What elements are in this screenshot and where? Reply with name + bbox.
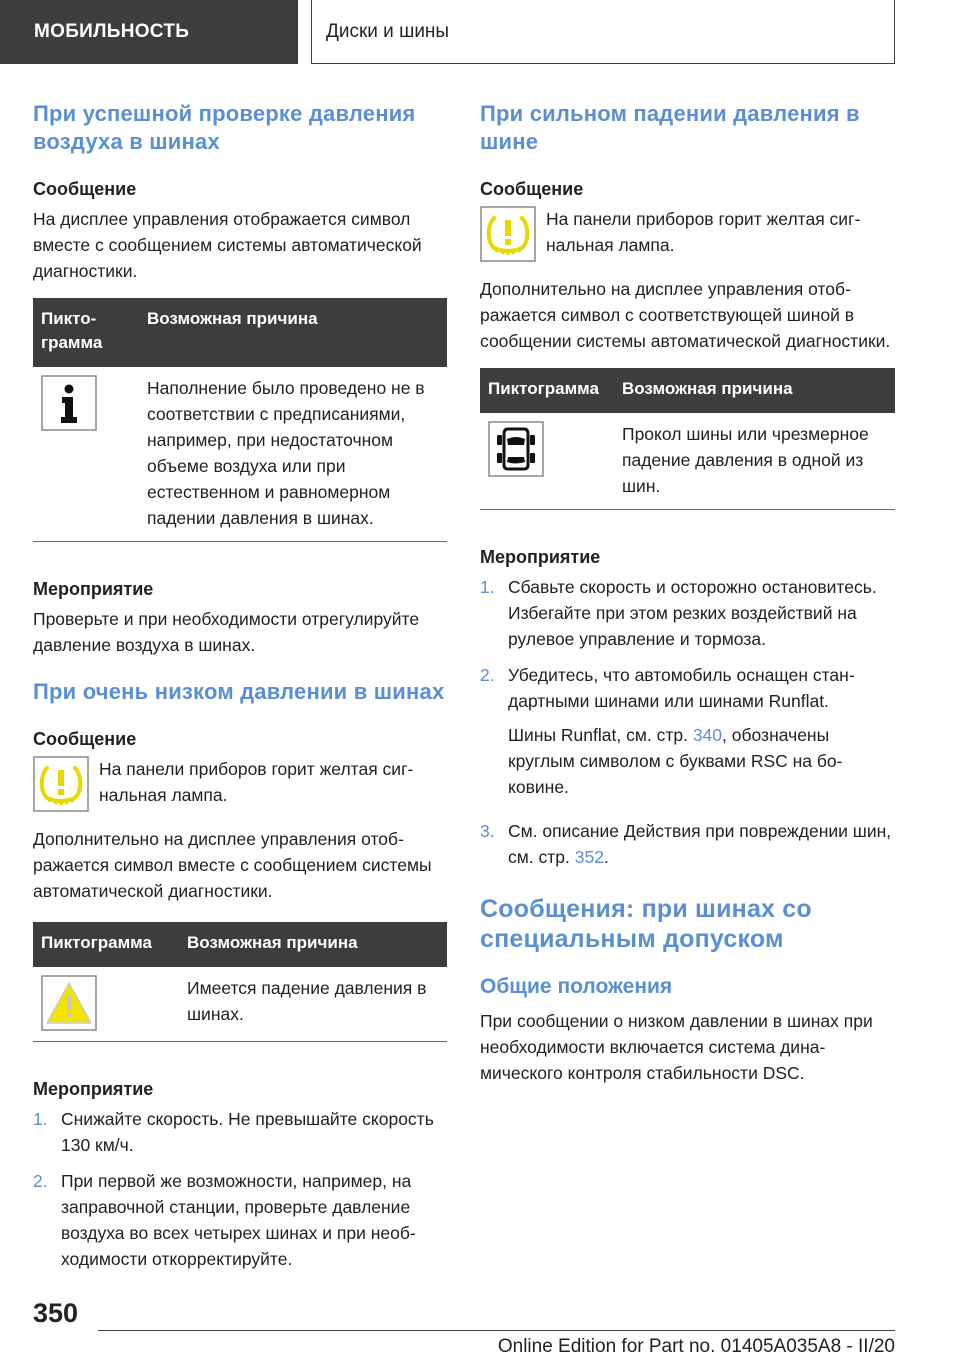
list-item: [33, 1106, 447, 1158]
action-label: Мероприятие: [33, 1079, 154, 1099]
table-cell-cause: Прокол шины или чрезмерное падение давления в одной из шин.: [614, 413, 895, 510]
step-text: Убедитесь, что автомобиль оснащен стандартными шинами или шинами Runflat.: [508, 665, 855, 711]
action-steps: [480, 574, 895, 870]
info-icon: [41, 375, 131, 431]
page-link-340[interactable]: 340: [692, 725, 723, 745]
table-header-cause: Возможная причина: [139, 298, 447, 367]
lamp-row: [480, 206, 895, 262]
section-tab: [0, 0, 298, 64]
step-body: [508, 662, 895, 808]
list-item: [33, 1168, 447, 1272]
page-number: 350: [33, 1298, 79, 1328]
table-cell-cause: Имеется падение давления в шинах.: [179, 967, 447, 1042]
table-header-cause: Возможная причина: [614, 368, 895, 413]
subheading-general: Общие положения: [480, 975, 673, 998]
general-text: При сообщении о низком давлении в шинах при необходимости включается система динамического контроля стабильности DSC.: [480, 1011, 873, 1083]
section-heading-special-tires: Сообщения: при шинах со специальным допуском: [480, 895, 812, 953]
step-number: 1.: [480, 577, 495, 597]
table-row: [480, 413, 895, 510]
step-note: [508, 722, 895, 800]
warning-triangle-icon: [41, 975, 171, 1031]
lamp-text: На панели приборов горит желтая сигнальная лампа.: [546, 209, 861, 255]
step-text: При первой же возможности, например, на заправочной станции, проверьте давление воздуха во всех четырех шинах и при необходимости откорректируйте.: [61, 1171, 416, 1269]
step-number: 2.: [33, 1171, 48, 1191]
action-steps: [33, 1106, 447, 1272]
message-label: Сообщение: [33, 179, 137, 199]
action-label: Мероприятие: [480, 547, 601, 567]
extra-text: Дополнительно на дисплее управления отображается символ с соответствующей шиной в сообщении системы автоматической диагностики.: [480, 279, 891, 351]
message-label: Сообщение: [33, 729, 137, 749]
chapter-tab: [311, 0, 895, 64]
section-heading-success: При успешной проверке давления воздуха в шинах: [33, 101, 416, 154]
step-number: 2.: [480, 665, 495, 685]
step-number: 3.: [480, 821, 495, 841]
table-row: [33, 367, 447, 542]
extra-text: Дополнительно на дисплее управления отображается символ вместе с сообщением системы автоматической диагностики.: [33, 829, 432, 901]
page-link-352[interactable]: 352: [574, 847, 604, 867]
step-text: Сбавьте скорость и осторожно остановитесь. Избегайте при этом резких воздействий на рулевое управление и тормоза.: [508, 577, 877, 649]
cause-table-success: [33, 298, 447, 542]
table-row: [33, 967, 447, 1042]
tire-pressure-warning-icon: [33, 756, 89, 812]
section-title: МОБИЛЬНОСТЬ: [34, 21, 190, 42]
left-column: [33, 100, 447, 1288]
note-suffix: , обозначены круглым символом с буквами RSC на боковине.: [508, 725, 843, 797]
section-heading-strong-drop: При сильном падении давления в шине: [480, 101, 860, 154]
step-suffix: .: [603, 847, 609, 867]
table-cell-cause: Наполнение было проведено не в соответствии с предписаниями, например, при недостаточном объеме воздуха или при естественном и равномерном падении давления в шинах.: [139, 367, 447, 542]
lamp-text: На панели приборов горит желтая сигнальная лампа.: [99, 759, 414, 805]
step-prefix: См. описание Действия при повреждении шин, см. стр.: [508, 821, 892, 867]
table-header-cause: Возможная причина: [179, 922, 447, 967]
list-item: [480, 818, 895, 870]
tire-pressure-warning-icon: [480, 206, 536, 262]
list-item: [480, 662, 895, 808]
cause-table-strong-drop: [480, 368, 895, 510]
section-heading-very-low: При очень низком давлении в шинах: [33, 679, 445, 704]
footer-divider: [98, 1330, 895, 1331]
cause-table-very-low: [33, 922, 447, 1042]
list-item: [480, 574, 895, 652]
message-label: Сообщение: [480, 179, 584, 199]
step-text: [508, 818, 895, 870]
edition-text: Online Edition for Part no. 01405A035A8 - II/20: [497, 1336, 895, 1357]
table-header-pictogram: Пиктограмма: [33, 298, 139, 367]
step-number: 1.: [33, 1109, 48, 1129]
right-column: [480, 100, 895, 1100]
step-text: Снижайте скорость. Не превышайте скорость 130 км/ч.: [61, 1109, 434, 1155]
chapter-title: Диски и шины: [326, 20, 450, 42]
note-prefix: Шины Runflat, см. стр.: [508, 725, 693, 745]
action-label: Мероприятие: [33, 579, 154, 599]
car-tire-icon: [488, 421, 606, 477]
table-header-pictogram: Пиктограмма: [33, 922, 179, 967]
table-header-pictogram: Пиктограмма: [480, 368, 614, 413]
action-text: Проверьте и при необходимости отрегулируйте давление воздуха в шинах.: [33, 609, 420, 655]
lamp-row: [33, 756, 447, 812]
message-text: На дисплее управления отображается символ вместе с сообщением системы автоматической диагностики.: [33, 209, 422, 281]
